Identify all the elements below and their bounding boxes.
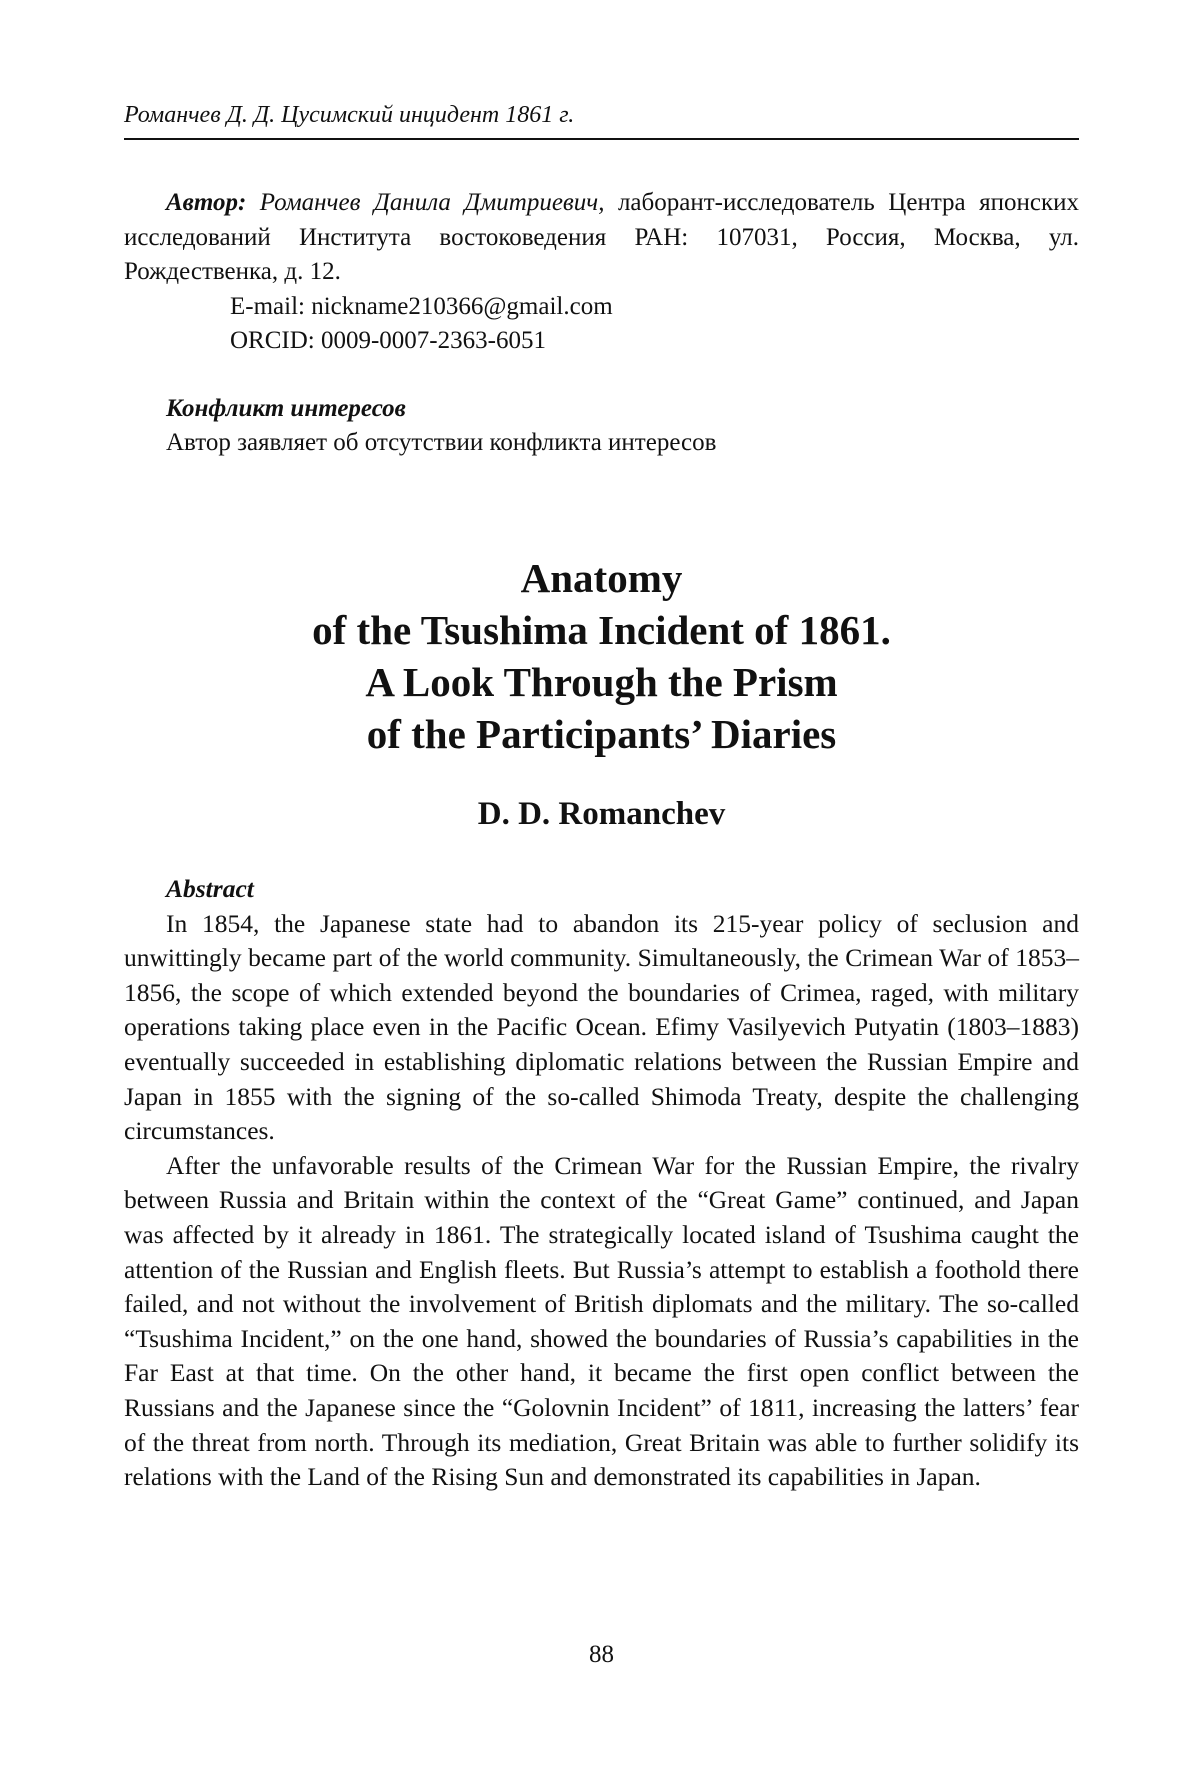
journal-page bbox=[124, 0, 1079, 1780]
conflict-heading: Конфликт интересов bbox=[166, 392, 1079, 426]
title-line: A Look Through the Prism bbox=[124, 656, 1079, 708]
page-number: 88 bbox=[124, 1640, 1079, 1670]
header-rule bbox=[124, 138, 1079, 140]
running-head: Романчев Д. Д. Цусимский инцидент 1861 г. bbox=[124, 100, 1079, 130]
author-byline: D. D. Romanchev bbox=[124, 794, 1079, 834]
author-name: Романчев Данила Дмитриевич, bbox=[260, 189, 605, 216]
author-email: E-mail: nickname210366@gmail.com bbox=[124, 290, 1079, 325]
title-line: Anatomy bbox=[124, 552, 1079, 604]
author-label: Автор: bbox=[166, 189, 246, 216]
author-info bbox=[124, 186, 1079, 359]
conflict-of-interest bbox=[166, 392, 1079, 460]
author-affiliation: лаборант-исследователь Центра японских исследований Института востоковедения РАН: 107031, Россия, Москва, ул. Рождественка, д. 12. bbox=[124, 189, 1079, 285]
abstract-heading: Abstract bbox=[124, 872, 1079, 907]
title-line: of the Tsushima Incident of 1861. bbox=[124, 604, 1079, 656]
author-affiliation-paragraph bbox=[124, 186, 1079, 290]
conflict-text: Автор заявляет об отсутствии конфликта интересов bbox=[166, 426, 1079, 460]
author-orcid: ORCID: 0009-0007-2363-6051 bbox=[124, 324, 1079, 359]
abstract-section bbox=[124, 872, 1079, 1495]
abstract-paragraph: After the unfavorable results of the Crimean War for the Russian Empire, the rivalry between Russia and Britain within the context of the “Great Game” continued, and Japan was affected by it already in 1861. The strategically located island of Tsushima caught the attention of the Russian and English fleets. But Russia’s attempt to establish a foothold there failed, and not without the involvement of British diplomats and the military. The so-called “Tsushima Incident,” on the one hand, showed the boundaries of Russia’s capabilities in the Far East at that time. On the other hand, it became the first open conflict between the Russians and the Japanese since the “Golovnin Incident” of 1811, increasing the latters’ fear of the threat from north. Through its mediation, Great Britain was able to further solidify its relations with the Land of the Rising Sun and demonstrated its capabilities in Japan. bbox=[124, 1149, 1079, 1495]
title-line: of the Participants’ Diaries bbox=[124, 708, 1079, 760]
abstract-paragraph: In 1854, the Japanese state had to abandon its 215-year policy of seclusion and unwittingly became part of the world community. Simultaneously, the Crimean War of 1853–1856, the scope of which extended beyond the boundaries of Crimea, raged, with military operations taking place even in the Pacific Ocean. Efimy Vasilyevich Putyatin (1803–1883) eventually succeeded in establishing diplomatic relations between the Russian Empire and Japan in 1855 with the signing of the so-called Shimoda Treaty, despite the challenging circumstances. bbox=[124, 907, 1079, 1149]
article-title bbox=[124, 552, 1079, 760]
